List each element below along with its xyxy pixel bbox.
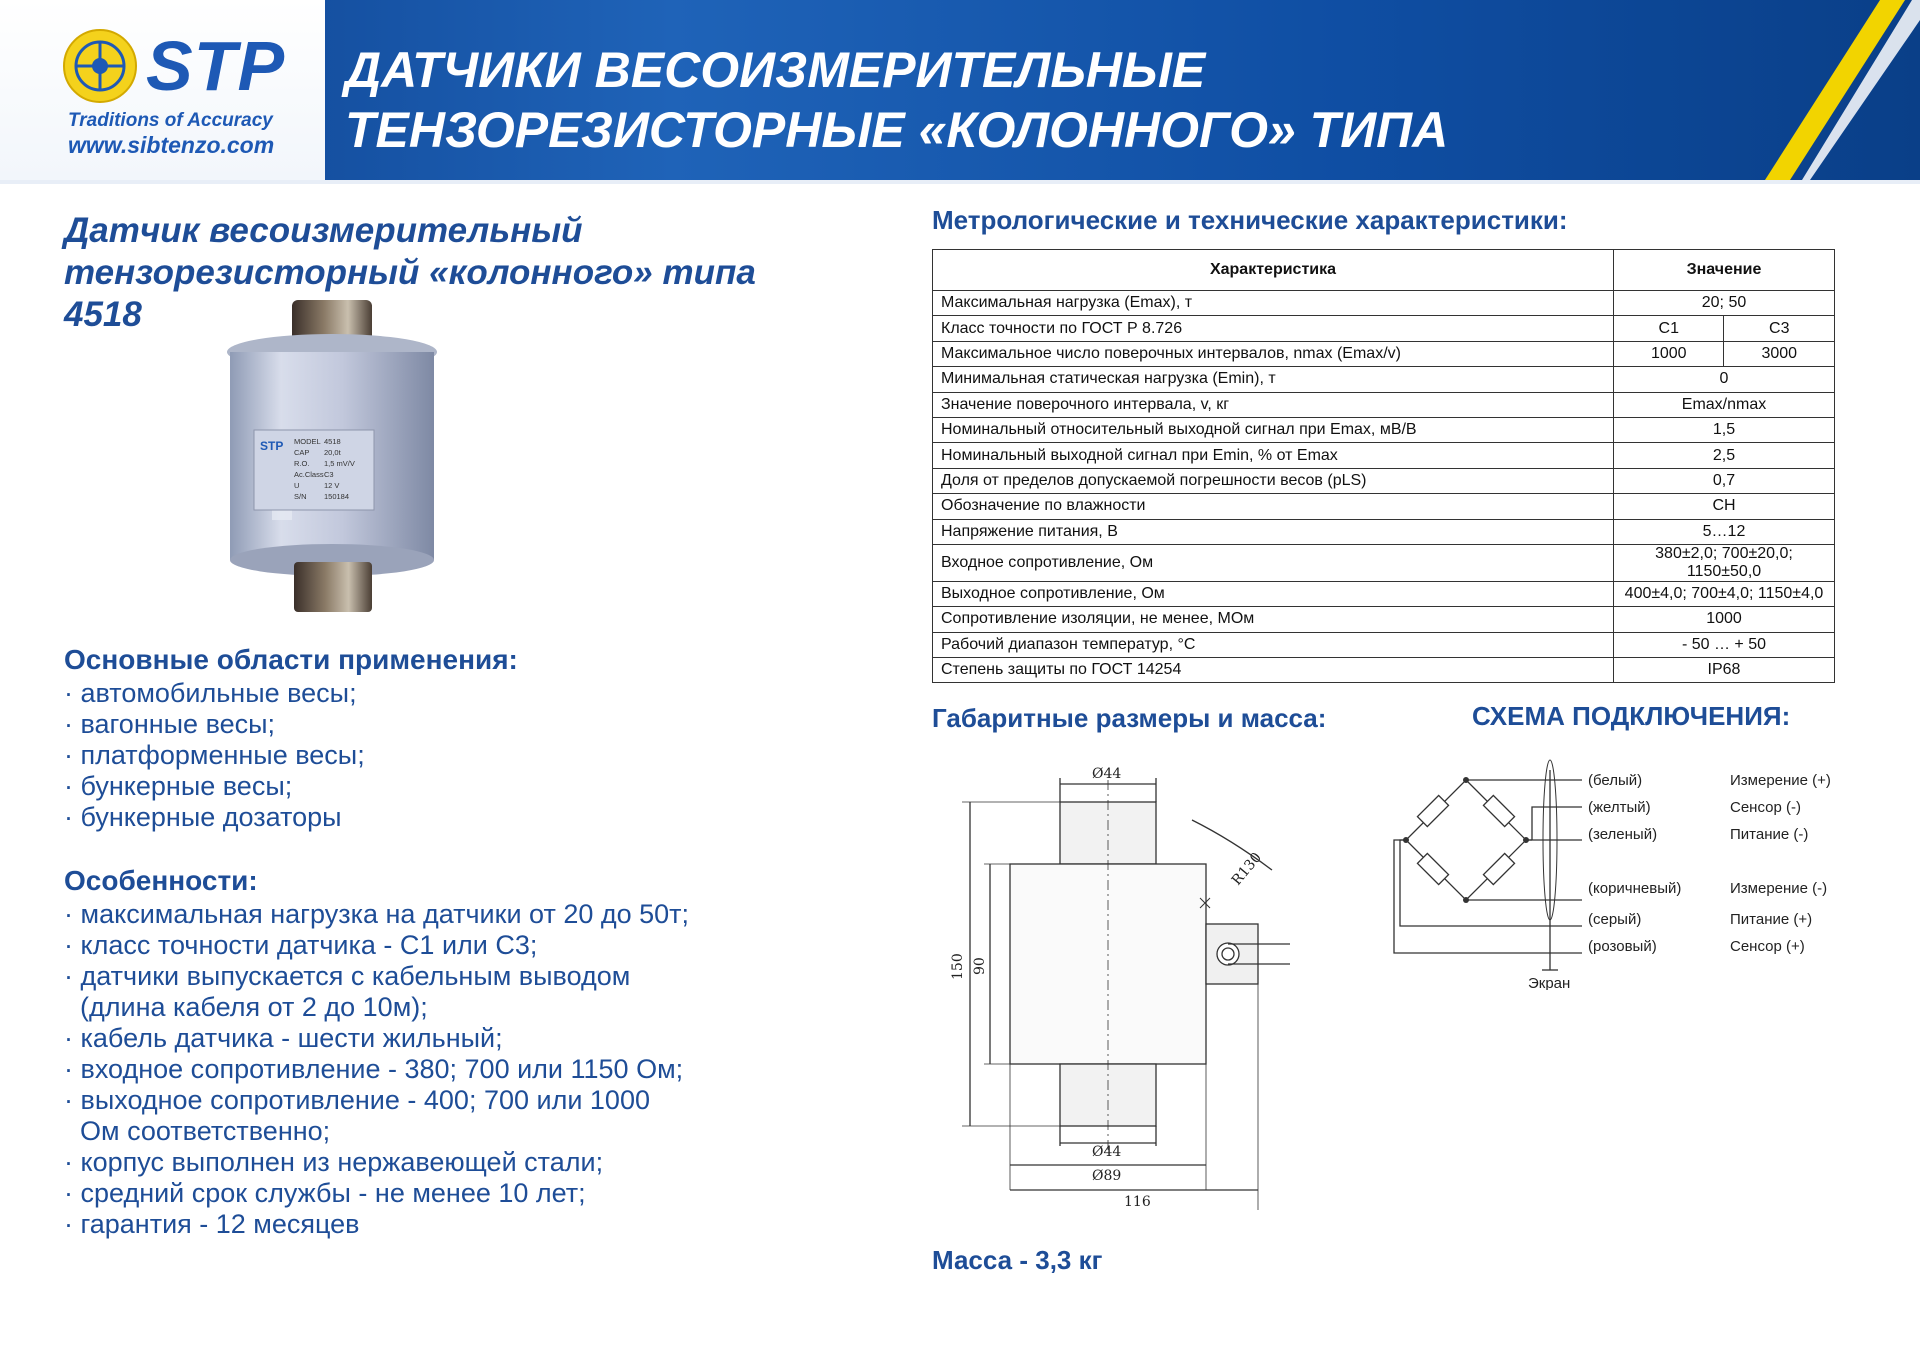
spec-value: 2,5: [1614, 443, 1835, 468]
list-item: · выходное сопротивление - 400; 700 или 1000 Ом соответственно;: [64, 1085, 670, 1147]
wiring-diagram: [1392, 750, 1862, 990]
product-title-line-1: Датчик весоизмерительный: [64, 211, 583, 250]
spec-name: Значение поверочного интервала, v, кг: [933, 392, 1614, 417]
table-row: [933, 581, 1835, 606]
label-key-u: U: [294, 481, 300, 490]
table-row: [933, 392, 1835, 417]
spec-value: 380±2,0; 700±20,0; 1150±50,0: [1614, 544, 1835, 581]
spec-name: Номинальный выходной сигнал при Emin, % от Emax: [933, 443, 1614, 468]
product-title-line-2: тензорезисторный «колонного» типа: [64, 253, 756, 292]
table-header-row: [933, 250, 1835, 291]
wire-color-4: (коричневый): [1588, 880, 1682, 897]
list-item: · гарантия - 12 месяцев: [64, 1209, 784, 1240]
spec-name: Максимальная нагрузка (Emax), т: [933, 291, 1614, 316]
wire-function-4: Измерение (-): [1730, 880, 1828, 897]
wire-function-2: Сенсор (-): [1730, 799, 1801, 816]
dimensions-drawing: [932, 750, 1352, 1230]
spec-name: Номинальный относительный выходной сигнал при Emax, мВ/В: [933, 417, 1614, 442]
decorative-stripes: [1680, 0, 1920, 180]
spec-name: Выходное сопротивление, Ом: [933, 581, 1614, 606]
label-val-ro: 1,5 mV/V: [324, 459, 355, 468]
spec-value: 5…12: [1614, 519, 1835, 544]
label-key-sn: S/N: [294, 492, 307, 501]
header-banner: [0, 0, 1920, 180]
spec-value-c1: С1: [1614, 316, 1724, 341]
spec-name: Обозначение по влажности: [933, 494, 1614, 519]
page-title-line-2: ТЕНЗОРЕЗИСТОРНЫЕ «КОЛОННОГО» ТИПА: [345, 102, 1449, 158]
dim-body-height: 90: [972, 957, 988, 975]
logo: [0, 0, 325, 180]
brand-name: STP: [146, 27, 286, 105]
specs-heading: Метрологические и технические характеристики:: [932, 205, 1568, 235]
list-item: · вагонные весы;: [64, 709, 365, 740]
label-key-class: Ac.Class: [294, 470, 324, 479]
spec-name: Степень защиты по ГОСТ 14254: [933, 658, 1614, 683]
table-row: [933, 632, 1835, 657]
wire-function-3: Питание (-): [1730, 826, 1809, 843]
wire-color-5: (серый): [1588, 911, 1642, 928]
table-row: [933, 658, 1835, 683]
logo-emblem-icon: [62, 28, 138, 104]
mass-label: Масса - 3,3 кг: [932, 1245, 1103, 1275]
label-key-cap: CAP: [294, 448, 310, 457]
wiring-heading: СХЕМА ПОДКЛЮЧЕНИЯ:: [1472, 701, 1791, 731]
label-key-ro: R.O.: [294, 459, 310, 468]
features-heading: Особенности:: [64, 865, 258, 896]
spec-value: 0,7: [1614, 468, 1835, 493]
header-divider: [0, 180, 1920, 184]
spec-value: IP68: [1614, 658, 1835, 683]
list-item: · входное сопротивление - 380; 700 или 1150 Ом;: [64, 1054, 784, 1085]
spec-value-c1: 1000: [1614, 341, 1724, 366]
table-row: [933, 417, 1835, 442]
brand-slogan: Traditions of Accuracy: [68, 110, 273, 131]
shield-label: Экран: [1528, 975, 1571, 990]
label-brand: STP: [260, 439, 284, 453]
spec-value: 400±4,0; 700±4,0; 1150±4,0: [1614, 581, 1835, 606]
list-item: · максимальная нагрузка на датчики от 20 до 50т;: [64, 899, 784, 930]
list-item: · платформенные весы;: [64, 740, 365, 771]
table-row: [933, 316, 1835, 341]
spec-value: CH: [1614, 494, 1835, 519]
spec-name: Доля от пределов допускаемой погрешности весов (pLS): [933, 468, 1614, 493]
dim-bottom-diameter: Ø44: [1092, 1144, 1122, 1160]
dim-total-height: 150: [950, 953, 966, 980]
spec-name: Входное сопротивление, Ом: [933, 544, 1614, 581]
wire-function-5: Питание (+): [1730, 911, 1813, 928]
spec-value: - 50 … + 50: [1614, 632, 1835, 657]
list-item: · автомобильные весы;: [64, 678, 365, 709]
wire-color-1: (белый): [1588, 772, 1643, 789]
spec-name: Сопротивление изоляции, не менее, МОм: [933, 607, 1614, 632]
list-item: · класс точности датчика - С1 или С3;: [64, 930, 784, 961]
website-link[interactable]: www.sibtenzo.com: [68, 132, 275, 158]
applications-list: [64, 678, 365, 833]
wire-color-3: (зеленый): [1588, 826, 1658, 843]
dim-top-diameter: Ø44: [1092, 766, 1122, 782]
column-header-value: Значение: [1614, 250, 1835, 291]
features-list: [64, 899, 784, 1240]
applications-heading: Основные области применения:: [64, 644, 518, 675]
list-item: · датчики выпускается с кабельным выводом (длина кабеля от 2 до 10м);: [64, 961, 720, 1023]
spec-name: Минимальная статическая нагрузка (Emin), т: [933, 367, 1614, 392]
table-row: [933, 367, 1835, 392]
label-val-model: 4518: [324, 437, 341, 446]
column-header-characteristic: Характеристика: [933, 250, 1614, 291]
label-key-model: MODEL: [294, 437, 321, 446]
table-row: [933, 494, 1835, 519]
page-title-line-1: ДАТЧИКИ ВЕСОИЗМЕРИТЕЛЬНЫЕ: [345, 42, 1206, 98]
product-model: 4518: [64, 295, 142, 334]
label-val-sn: 150184: [324, 492, 350, 501]
dim-width: 116: [1124, 1194, 1151, 1210]
list-item: · бункерные дозаторы: [64, 802, 365, 833]
dim-body-diameter: Ø89: [1092, 1168, 1122, 1184]
spec-value-c3: 3000: [1724, 341, 1835, 366]
label-val-u: 12 V: [324, 481, 340, 490]
table-row: [933, 468, 1835, 493]
table-row: [933, 443, 1835, 468]
wire-function-6: Сенсор (+): [1730, 938, 1805, 955]
spec-value: 20; 50: [1614, 291, 1835, 316]
label-val-cap: 20,0t: [324, 448, 341, 457]
wire-function-1: Измерение (+): [1730, 772, 1831, 789]
table-row: [933, 607, 1835, 632]
spec-name: Рабочий диапазон температур, °С: [933, 632, 1614, 657]
spec-name: Максимальное число поверочных интервалов, nmax (Emax/v): [933, 341, 1614, 366]
list-item: · средний срок службы - не менее 10 лет;: [64, 1178, 784, 1209]
specs-table: [932, 249, 1835, 683]
spec-value-c3: С3: [1724, 316, 1835, 341]
table-row: [933, 544, 1835, 581]
spec-value: 0: [1614, 367, 1835, 392]
product-photo: [174, 300, 534, 630]
spec-value: 1000: [1614, 607, 1835, 632]
wire-color-6: (розовый): [1588, 938, 1657, 955]
spec-name: Класс точности по ГОСТ Р 8.726: [933, 316, 1614, 341]
page-title: [345, 40, 1448, 160]
spec-value: Emax/nmax: [1614, 392, 1835, 417]
dimensions-heading: Габаритные размеры и масса:: [932, 703, 1327, 733]
table-row: [933, 519, 1835, 544]
list-item: · кабель датчика - шести жильный;: [64, 1023, 784, 1054]
list-item: · бункерные весы;: [64, 771, 365, 802]
table-row: [933, 291, 1835, 316]
wire-color-2: (желтый): [1588, 799, 1651, 816]
right-column: [932, 205, 1892, 1275]
table-row: [933, 341, 1835, 366]
label-val-class: C3: [324, 470, 334, 479]
left-column: [64, 210, 884, 1239]
list-item: · корпус выполнен из нержавеющей стали;: [64, 1147, 784, 1178]
dim-radius: R130: [1228, 849, 1266, 889]
spec-value: 1,5: [1614, 417, 1835, 442]
spec-name: Напряжение питания, В: [933, 519, 1614, 544]
